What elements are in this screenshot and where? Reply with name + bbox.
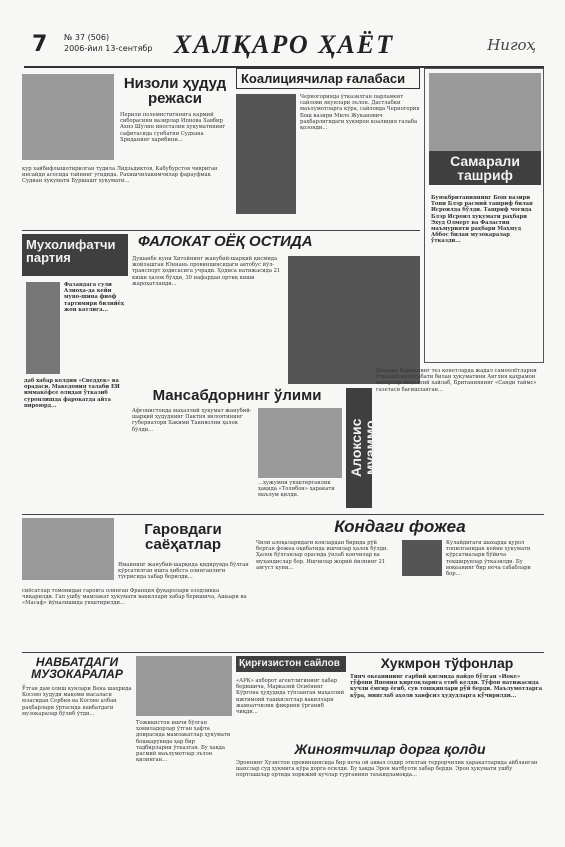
article-text: Эроннинг Хузистон провинциясида бир неча ой аввал содир этилган террорчилик ҳаракатларида айбланган шахслар суд ҳукмига кўра дорга осилди. Бу ҳақда Эрон матбуоти хабар берди. Эрон ҳукумати ушбу портлашлар ортида хорижий кучлар турганини таъкидламоқда... [236,760,538,779]
headline-muxolifat: Мухолифатчи партия [22,234,128,276]
article-text: Чили алоқаларидаги конлардан бирида рўй берган фожеа оқибатида ишчилар ҳалок бўлди. Ҳалок бўлганлар орасида ўнлаб кончилар ва муҳандислар бор. Ишчилар жорий йилнинг 21 август куни... [256,540,389,571]
headline-falokat: ФАЛОКАТ ОЁҚ ОСТИДА [138,233,313,250]
article-muxolifat [22,234,128,514]
article-text: Ўтган дам олиш кунлари Вена шаҳрида Косово ҳудуди мақоми масаласи юзасидан Сербия ва Косово албан раҳбарлари ўртасида навбатдаги музокаралар бўлиб ўтди... [22,686,132,717]
article-text: Нерили полемистигинига кармий сиборасини вазирлар Ипнова Хавбир Ахнэ Шулин иносталин хукуматининг сафитасида сунбатни Судхана Хриданинг харибини... [120,112,226,143]
article-text: Тожикистон ишчи бўлган ҳомиладорлар ўтган ҳафта доирасида мамлакатлар ҳукумати бошқарувида ҳар бир тадбирларни ўтказган. Бу ҳақда расмий маълумотлар эълон қилинган... [136,720,231,764]
page-number: 7 [32,32,48,57]
divider [22,652,544,653]
brand-logo: Нигоҳ [487,36,536,54]
headline-koalitsiya: Коалициячилар ғалабаси [236,68,420,89]
divider [22,230,420,231]
issue-number: № 37 (506) [64,33,110,42]
portrait-photo [429,73,541,155]
article-photo [236,94,296,214]
headline-hukmron: Хукмрон тўфонлар [380,655,514,671]
article-text: «АРК» ахборот агентлигининг хабар беришича, Марказий Осиёнинг Кўргона ҳудудида тўпланган маҳаллий ижтимоий ташкилотлар вакиллари жамоатчилик фикрини ўрганиб чиқди... [236,678,345,716]
article-kondagi [256,518,544,648]
article-text: Тинч океанининг ғарбий қисмида пайдо бўлган «Иоке» тўфони Япония қирғоқларига етиб келди. Тўфон натижасида кучли ёмғир ёғиб, сув тошқинлари рўй берди. Маълумотларга кўра, минглаб аҳоли хавфсиз ҳудудларга кўчирилди... [350,674,543,699]
article-navbat [22,656,132,846]
article-text: Афғонистонда маҳаллий ҳукумат жанубий-шарқий ҳудуднинг Пактия вилоятининг губернатори Хакими Таниволни ҳалок бўлди... [132,408,252,433]
headline-qirgiz: Қирғизистон сайлов [236,656,346,672]
article-text-cont: сиёсатлар томонидан гаровга олинган Франция фуқаролари озодликка чиқарилди. Гап ушбу мамлакат ҳукумати вакиллари хабар беришича, Ашьари ва «Масаф» йўналишида уюштирилди... [22,588,247,607]
headline-nizoli: Низоли ҳудуд режаси [123,75,227,107]
article-photo [26,282,60,374]
divider [22,514,544,515]
headline-garov: Гаровдаги саёҳатлар [144,521,222,553]
article-text: Яманнинг жанубий-шарқида қидирувда бўлган кўрсатилган ишга ҳибсга олинганлиги тўғрисида хабар берилди... [118,562,249,581]
portrait-photo [136,656,232,716]
headline-kondagi: Кондаги фожеа [334,517,466,536]
article-koalitsiya [236,68,420,228]
headline-navbat: НАВБАТДАГИ МУЗОКАРАЛАР [31,655,123,681]
article-portrait [136,656,232,846]
portrait-photo [258,408,342,478]
headline-samarali: Самарали ташриф [429,151,541,185]
issue-date: 2006-йил 13-сентябр [64,44,153,53]
headline-aleksis: Алоксис муаммо [348,418,378,478]
article-samarali [424,68,544,363]
article-photo [22,518,114,580]
headline-mansabdor: Мансабдорнинг ўлими [152,387,322,404]
accident-photo [288,256,420,384]
headline-jinoyat: Жиноятчилар дорга қолди [294,741,486,757]
article-text-cont: ...ҳужумни уюштирганлик ҳақида «Толибон» ҳаракати маълум қилди. [258,480,335,499]
article-text-cont: Кулайдигаги шахарда қурол топилганидан кейин ҳукумати кўрсатмалари бўйича текширувлар ўтказилди. Бу воқеанинг бир неча сабаблари бор... [446,540,531,578]
article-hukmron [350,656,544,738]
article-text-nizoli-cont: кур хайбифлышотирилган тудила Лидзьдиктов, Кабубурстов чивриган инсайди асосида тайнинг угидида. Рахишчилакимчилар фарауфмак Судиан хукумати Буршашт хукумати... [22,166,218,185]
article-garov [22,518,252,648]
article-text-cont: даб хабар колдин «Сведдек» ва орадаси. Македония талаби ЕИ иммакёфсе олидан ўтказиб суронлишда фарокатда айта пироюрд... [24,378,120,409]
article-jinoyat [236,742,544,846]
article-photo [22,74,114,160]
article-text-aleksis: Шандан Кораннинг тез конетларда жадал самоолётларни ўтказиш муносабати билан ҳукуматини Англия қаҳрамон вазирлар маҳаллий хайлаб, Британиянинг «Санди таймс» газетаси бағишланган... [376,368,537,393]
article-mansabdor [132,388,342,508]
article-nizoli [22,74,232,164]
article-falokat [132,234,420,384]
article-photo [402,540,442,576]
vertical-headline-box [346,388,378,508]
article-text: Буюкбританиянинг Бош вазири Тони Блэр расмий ташриф билан Исроилда бўлди. Ташриф чоғида Блэр Исроил хукумати раҳбари Эхуд Олмерт ва Фаластин маъмурияти раҳбари Маҳмуд Аббос билан музокаралар ўтказди... [431,195,533,245]
masthead [24,26,544,68]
article-text: Душанбе куни Хитойнинг жанубий-шарқий қисмида жойлашган Юннань провинциясидаги автобус йўл-транспорт ҳодисасига учради. Ҳодиса натижасида 21 киши ҳалок бўлди, 30 нафардан ортиқ киши жароҳатланди... [132,256,281,287]
section-title: ХАЛҚАРО ҲАЁТ [173,30,395,59]
article-text: Черногорияда ўтказилган парламент сайлови якунлари эълон. Дастлабки маълумотларга кўра, сайловда Черногория Бош вазири Мило Жуканович раҳбарлигидаги хукмрон коалиция галаба қозонди... [300,94,420,132]
article-text: Фазандага сули Алиоҳа-да кейи муно-шина фиоф тартимири билийёҳ жон катлига... [64,282,125,313]
